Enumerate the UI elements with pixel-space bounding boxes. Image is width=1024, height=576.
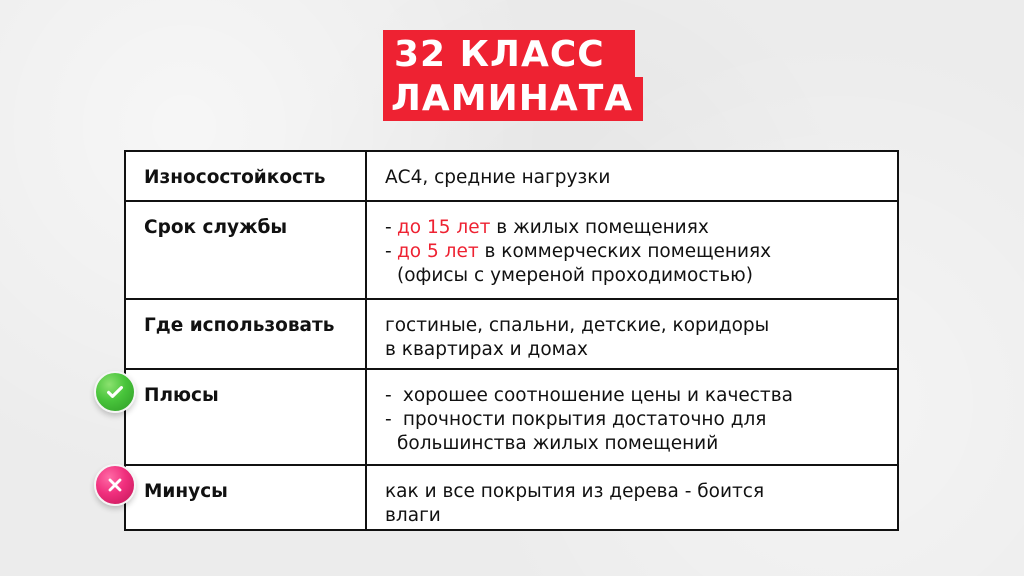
value-line	[385, 384, 897, 408]
table-row	[126, 152, 897, 202]
x-badge	[94, 464, 136, 506]
check-badge	[94, 371, 136, 413]
spec-table	[124, 150, 899, 531]
value-line	[385, 216, 897, 240]
row-label: Износостойкость	[126, 152, 367, 200]
value-line: в квартирах и домах	[385, 339, 588, 360]
value-line: АС4, средние нагрузки	[385, 167, 611, 188]
value-line	[385, 432, 897, 456]
value-text: прочности покрытия достаточно для	[397, 409, 767, 430]
bullet-dash: -	[385, 241, 392, 262]
value-line: как и все покрытия из дерева - боится	[385, 481, 765, 502]
row-value	[367, 300, 897, 368]
value-text: (офисы с умереной проходимостью)	[397, 265, 753, 286]
title-line-2: ЛАМИНАТА	[383, 77, 643, 121]
table-row	[126, 370, 897, 466]
row-value	[367, 466, 897, 529]
value-line: гостиные, спальни, детские, коридоры	[385, 315, 770, 336]
value-text: большинства жилых помещений	[397, 433, 719, 454]
row-label: Плюсы	[126, 370, 367, 464]
table-row	[126, 300, 897, 370]
highlight-years: до 15 лет	[397, 217, 491, 238]
value-line: влаги	[385, 505, 441, 526]
row-value	[367, 152, 897, 200]
table-row	[126, 202, 897, 300]
title	[383, 30, 643, 130]
check-icon	[104, 381, 126, 403]
row-label: Где использовать	[126, 300, 367, 368]
bullet-dash: -	[385, 385, 392, 406]
x-icon	[105, 475, 125, 495]
bullet-dash: -	[385, 217, 392, 238]
value-line	[385, 240, 897, 264]
highlight-years: до 5 лет	[397, 241, 479, 262]
row-label: Срок службы	[126, 202, 367, 298]
value-line	[385, 264, 897, 288]
table-row	[126, 466, 897, 529]
value-text: хорошее соотношение цены и качества	[397, 385, 793, 406]
value-line	[385, 408, 897, 432]
bullet-dash: -	[385, 409, 392, 430]
value-text: в коммерческих помещениях	[478, 241, 772, 262]
row-label: Минусы	[126, 466, 367, 529]
value-text: в жилых помещениях	[490, 217, 709, 238]
title-line-1: 32 КЛАСС	[383, 30, 635, 77]
row-value	[367, 202, 897, 298]
row-value	[367, 370, 897, 464]
